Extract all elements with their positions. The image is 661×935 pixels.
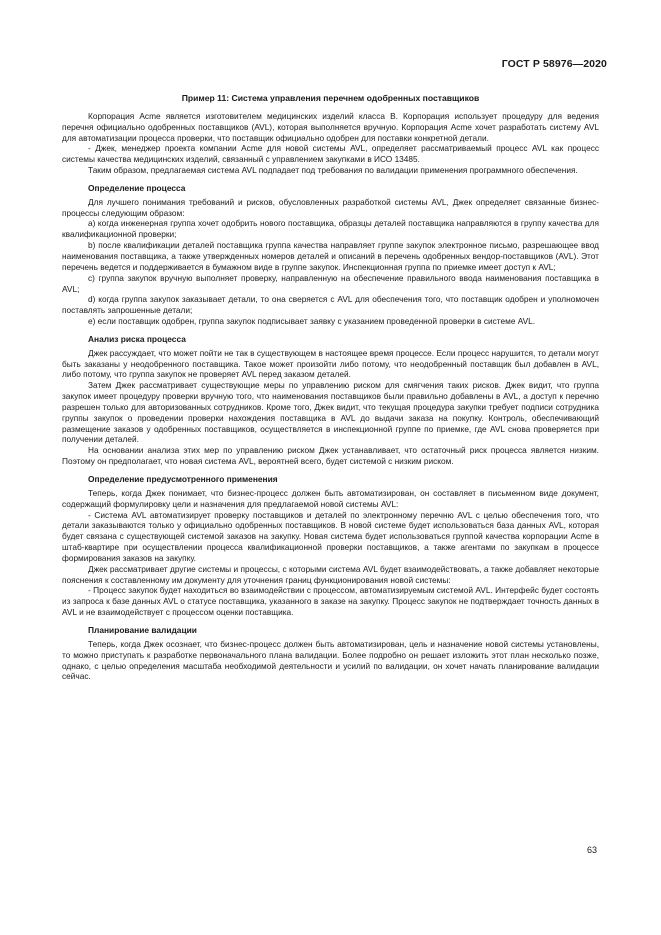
standard-header: ГОСТ Р 58976—2020 [501,58,607,70]
paragraph: Теперь, когда Джек понимает, что бизнес-процесс должен быть автоматизирован, он составляет в письменном виде документ, содержащий формулировку цели и назначения для предлагаемой новой системы AVL: [62,487,599,509]
list-item: a) когда инженерная группа хочет одобрить нового поставщика, образцы деталей поставщика направляются в группу качества для квалификационной проверки; [62,218,599,240]
intro-paragraph: Корпорация Acme является изготовителем медицинских изделий класса B. Корпорация использует процедуру для ведения перечня официально одобренных поставщиков (AVL), которая выполняется вручную. Корпорация Acme хочет разработать систему AVL для автоматизации процесса проверки, что поставщик официально одобрен для поставки конкретной детали. [62,110,599,143]
list-item: b) после квалификации деталей поставщика группа качества направляет группе закупок электронное письмо, разрешающее ввод наименования поставщика, а также утвержденных номеров деталей и описаний в перечень одобренных вендор-поставщиков (AVL). Этот перечень ведется и поддерживается в бумажном виде в группе закупок. Инспекционная группа по приемке имеет доступ к AVL; [62,240,599,272]
paragraph: На основании анализа этих мер по управлению риском Джек устанавливает, что остаточный риск процесса является низким. Поэтому он предполагает, что новая система AVL, вероятней всего, будет системой с низким риском. [62,445,599,467]
intro-paragraph: Таким образом, предлагаемая система AVL подпадает под требования по валидации применения программного обеспечения. [88,165,578,176]
section-heading-risk-analysis: Анализ риска процесса [88,333,186,344]
page-number: 63 [587,845,598,855]
document-body [62,93,599,682]
list-item: c) группа закупок вручную выполняет проверку, направленную на обеспечение правильного ввода наименования поставщика в AVL; [62,272,599,294]
paragraph: Джек рассуждает, что может пойти не так в существующем в настоящее время процессе. Если процесс нарушится, то детали могут быть заказаны у неодобренного поставщика. Такое может произойти либо потому, что неодобренный поставщик был добавлен в AVL, либо потому, что группа закупок не проверяет AVL перед заказом деталей. [62,347,599,380]
intro-paragraph: - Джек, менеджер проекта компании Acme для новой системы AVL, определяет рассматриваемый процесс AVL как процесс системы качества медицинских изделий, связанный с управлением закупками в ИСО 13485. [62,143,599,165]
list-item: d) когда группа закупок заказывает детали, то она сверяется с AVL для обеспечения того, что поставщик одобрен и уполномочен поставлять запрошенные детали; [62,294,599,316]
paragraph: Теперь, когда Джек осознает, что бизнес-процесс должен быть автоматизирован, цель и назначение новой системы установлены, то можно приступать к разработке первоначального плана валидации. Более подробно он решает изложить этот план несколько позже, однако, с целью определения масштаба необходимой деятельности и усилий по валидации, он хочет начать планирование валидации сейчас. [62,638,599,682]
section-heading-validation-planning: Планирование валидации [88,624,197,635]
paragraph: Джек рассматривает другие системы и процессы, с которыми система AVL будет взаимодействовать, а также добавляет некоторые пояснения к составленному им документу для уточнения границ функционирования новой системы: [62,563,599,585]
paragraph: - Процесс закупок будет находиться во взаимодействии с процессом, автоматизируемым системой AVL. Интерфейс будет состоять из запроса к базе данных AVL о статусе поставщика, указанного в заказе на закупку. Процесс закупок не подтверждает точность данных в AVL и не взаимодействует с процессом оценки поставщика. [62,585,599,618]
section-heading-process-definition: Определение процесса [88,182,186,193]
paragraph: - Система AVL автоматизирует проверку поставщиков и деталей по электронному перечню AVL с целью обеспечения того, что детали заказываются только у официально одобренных поставщиков. В новой системе будет использоваться база данных AVL, которая будет связана с существующей системой заказов на закупку. Новая система будет использоваться группой качества корпорации Acme в штаб-квартире при осуществлении процесса квалификационной проверки поставщиков, а также агентами по закупкам в процессе формирования заказов на закупку. [62,509,599,563]
paragraph: Для лучшего понимания требований и рисков, обусловленных разработкой системы AVL, Джек определяет связанные бизнес-процессы следующим образом: [62,196,599,218]
example-title: Пример 11: Система управления перечнем одобренных поставщиков [181,93,480,103]
paragraph: Затем Джек рассматривает существующие меры по управлению риском для смягчения таких рисков. Джек видит, что группа закупок имеет процедуру проверки вручную того, что наименования поставщиков были правильно добавлены в AVL, а доступ к перечню разрешен только для авторизованных сотрудников. Кроме того, Джек видит, что текущая процедура закупки требует подписи сотрудника группы закупок о проведении проверки нахождения поставщика в AVL до выдачи заказа на покупку. Контроль, обеспечивающий размещение заказов у одобренных поставщиков, осуществляется в инспекционной группе по приемке, где AVL снова проверяется при получении деталей. [62,380,599,445]
list-item: e) если поставщик одобрен, группа закупок подписывает заявку с указанием проведенной проверки в системе AVL. [88,316,536,327]
section-heading-intended-use: Определение предусмотренного применения [88,474,278,484]
